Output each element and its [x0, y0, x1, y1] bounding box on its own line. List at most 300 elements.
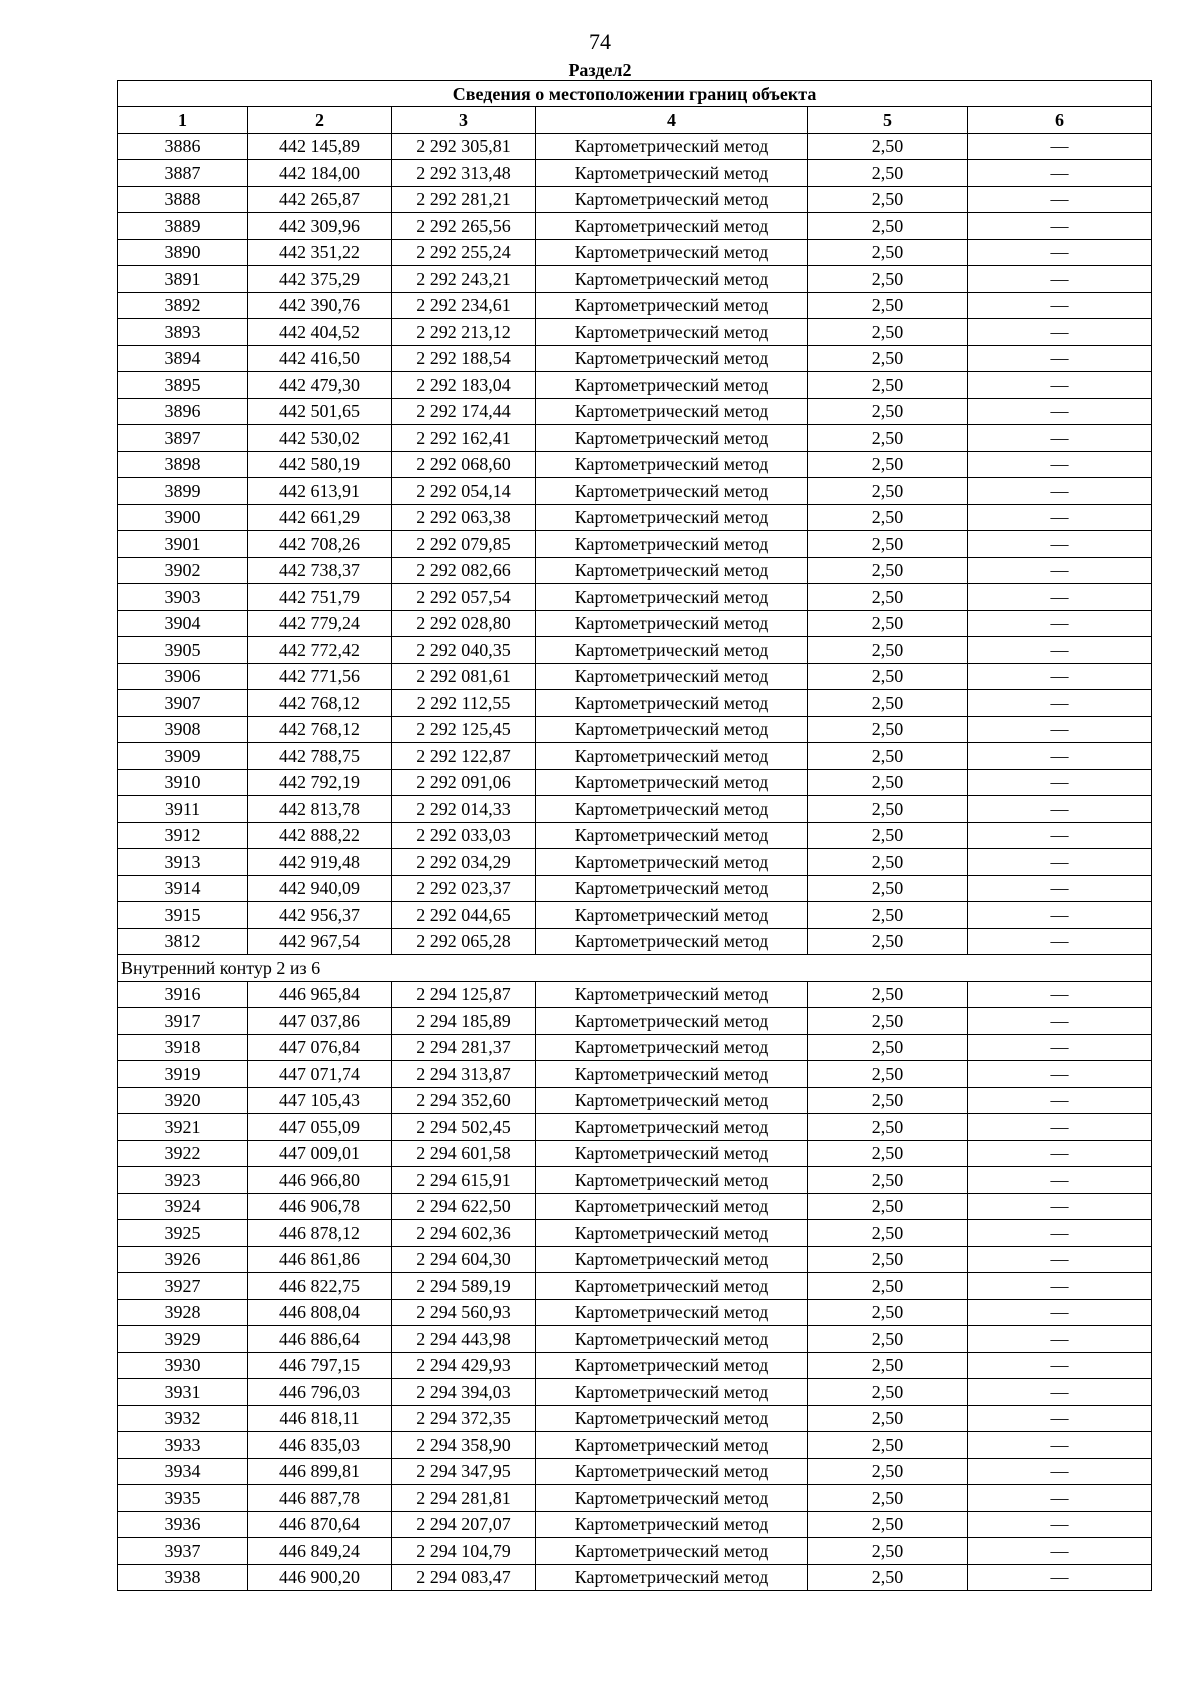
table-row [118, 822, 1152, 849]
table-row [118, 1432, 1152, 1459]
method-cell: Картометрический метод [536, 769, 808, 796]
note-cell: — [968, 637, 1152, 664]
point-number-cell: 3896 [118, 398, 248, 425]
accuracy-cell: 2,50 [808, 213, 968, 240]
accuracy-cell: 2,50 [808, 1405, 968, 1432]
accuracy-cell: 2,50 [808, 160, 968, 187]
point-number-cell: 3812 [118, 928, 248, 955]
y-coordinate-cell: 2 294 104,79 [392, 1538, 536, 1565]
method-cell: Картометрический метод [536, 1061, 808, 1088]
y-coordinate-cell: 2 292 040,35 [392, 637, 536, 664]
y-coordinate-cell: 2 294 443,98 [392, 1326, 536, 1353]
y-coordinate-cell: 2 292 082,66 [392, 557, 536, 584]
y-coordinate-cell: 2 292 079,85 [392, 531, 536, 558]
table-row [118, 531, 1152, 558]
method-cell: Картометрический метод [536, 1193, 808, 1220]
y-coordinate-cell: 2 294 281,37 [392, 1034, 536, 1061]
method-cell: Картометрический метод [536, 690, 808, 717]
accuracy-cell: 2,50 [808, 743, 968, 770]
table-row [118, 372, 1152, 399]
method-cell: Картометрический метод [536, 716, 808, 743]
y-coordinate-cell: 2 292 305,81 [392, 133, 536, 160]
x-coordinate-cell: 442 771,56 [248, 663, 392, 690]
accuracy-cell: 2,50 [808, 1167, 968, 1194]
table-row [118, 1114, 1152, 1141]
note-cell: — [968, 557, 1152, 584]
contour-label-row [118, 955, 1152, 982]
accuracy-cell: 2,50 [808, 716, 968, 743]
y-coordinate-cell: 2 294 560,93 [392, 1299, 536, 1326]
table-row [118, 160, 1152, 187]
method-cell: Картометрический метод [536, 1246, 808, 1273]
y-coordinate-cell: 2 292 122,87 [392, 743, 536, 770]
y-coordinate-cell: 2 294 602,36 [392, 1220, 536, 1247]
method-cell: Картометрический метод [536, 213, 808, 240]
point-number-cell: 3909 [118, 743, 248, 770]
y-coordinate-cell: 2 294 622,50 [392, 1193, 536, 1220]
accuracy-cell: 2,50 [808, 1061, 968, 1088]
x-coordinate-cell: 446 887,78 [248, 1485, 392, 1512]
note-cell: — [968, 663, 1152, 690]
x-coordinate-cell: 447 037,86 [248, 1008, 392, 1035]
x-coordinate-cell: 446 822,75 [248, 1273, 392, 1300]
x-coordinate-cell: 446 861,86 [248, 1246, 392, 1273]
table-row [118, 1167, 1152, 1194]
x-coordinate-cell: 442 145,89 [248, 133, 392, 160]
table-row [118, 1220, 1152, 1247]
method-cell: Картометрический метод [536, 928, 808, 955]
note-cell: — [968, 796, 1152, 823]
table-row [118, 981, 1152, 1008]
table-row [118, 637, 1152, 664]
note-cell: — [968, 478, 1152, 505]
accuracy-cell: 2,50 [808, 531, 968, 558]
accuracy-cell: 2,50 [808, 1538, 968, 1565]
x-coordinate-cell: 442 708,26 [248, 531, 392, 558]
method-cell: Картометрический метод [536, 1220, 808, 1247]
accuracy-cell: 2,50 [808, 1432, 968, 1459]
table-row [118, 1061, 1152, 1088]
y-coordinate-cell: 2 294 589,19 [392, 1273, 536, 1300]
point-number-cell: 3895 [118, 372, 248, 399]
y-coordinate-cell: 2 292 313,48 [392, 160, 536, 187]
point-number-cell: 3892 [118, 292, 248, 319]
x-coordinate-cell: 446 835,03 [248, 1432, 392, 1459]
point-number-cell: 3907 [118, 690, 248, 717]
method-cell: Картометрический метод [536, 478, 808, 505]
y-coordinate-cell: 2 294 615,91 [392, 1167, 536, 1194]
note-cell: — [968, 160, 1152, 187]
table-row [118, 690, 1152, 717]
accuracy-cell: 2,50 [808, 1564, 968, 1591]
note-cell: — [968, 186, 1152, 213]
note-cell: — [968, 345, 1152, 372]
x-coordinate-cell: 442 792,19 [248, 769, 392, 796]
method-cell: Картометрический метод [536, 531, 808, 558]
point-number-cell: 3919 [118, 1061, 248, 1088]
point-number-cell: 3897 [118, 425, 248, 452]
method-cell: Картометрический метод [536, 902, 808, 929]
x-coordinate-cell: 447 076,84 [248, 1034, 392, 1061]
method-cell: Картометрический метод [536, 345, 808, 372]
table-row [118, 425, 1152, 452]
accuracy-cell: 2,50 [808, 345, 968, 372]
accuracy-cell: 2,50 [808, 398, 968, 425]
x-coordinate-cell: 442 967,54 [248, 928, 392, 955]
point-number-cell: 3898 [118, 451, 248, 478]
point-number-cell: 3934 [118, 1458, 248, 1485]
note-cell: — [968, 716, 1152, 743]
accuracy-cell: 2,50 [808, 902, 968, 929]
table-row [118, 478, 1152, 505]
y-coordinate-cell: 2 292 188,54 [392, 345, 536, 372]
point-number-cell: 3910 [118, 769, 248, 796]
y-coordinate-cell: 2 294 358,90 [392, 1432, 536, 1459]
x-coordinate-cell: 446 906,78 [248, 1193, 392, 1220]
table-row [118, 1564, 1152, 1591]
table-row [118, 186, 1152, 213]
y-coordinate-cell: 2 292 028,80 [392, 610, 536, 637]
point-number-cell: 3914 [118, 875, 248, 902]
note-cell: — [968, 849, 1152, 876]
method-cell: Картометрический метод [536, 663, 808, 690]
point-number-cell: 3936 [118, 1511, 248, 1538]
point-number-cell: 3886 [118, 133, 248, 160]
accuracy-cell: 2,50 [808, 928, 968, 955]
table-row [118, 451, 1152, 478]
accuracy-cell: 2,50 [808, 1485, 968, 1512]
accuracy-cell: 2,50 [808, 557, 968, 584]
y-coordinate-cell: 2 294 601,58 [392, 1140, 536, 1167]
note-cell: — [968, 1299, 1152, 1326]
note-cell: — [968, 981, 1152, 1008]
note-cell: — [968, 1193, 1152, 1220]
accuracy-cell: 2,50 [808, 1114, 968, 1141]
accuracy-cell: 2,50 [808, 1087, 968, 1114]
point-number-cell: 3889 [118, 213, 248, 240]
method-cell: Картометрический метод [536, 1087, 808, 1114]
method-cell: Картометрический метод [536, 1008, 808, 1035]
x-coordinate-cell: 442 768,12 [248, 690, 392, 717]
table-row [118, 1458, 1152, 1485]
accuracy-cell: 2,50 [808, 451, 968, 478]
point-number-cell: 3932 [118, 1405, 248, 1432]
y-coordinate-cell: 2 292 162,41 [392, 425, 536, 452]
method-cell: Картометрический метод [536, 1299, 808, 1326]
table-row [118, 1246, 1152, 1273]
note-cell: — [968, 133, 1152, 160]
column-header: 5 [808, 107, 968, 134]
table-row [118, 557, 1152, 584]
note-cell: — [968, 902, 1152, 929]
y-coordinate-cell: 2 294 352,60 [392, 1087, 536, 1114]
y-coordinate-cell: 2 294 502,45 [392, 1114, 536, 1141]
note-cell: — [968, 292, 1152, 319]
accuracy-cell: 2,50 [808, 133, 968, 160]
accuracy-cell: 2,50 [808, 239, 968, 266]
point-number-cell: 3890 [118, 239, 248, 266]
table-row [118, 1034, 1152, 1061]
accuracy-cell: 2,50 [808, 663, 968, 690]
table-row [118, 875, 1152, 902]
point-number-cell: 3921 [118, 1114, 248, 1141]
y-coordinate-cell: 2 292 063,38 [392, 504, 536, 531]
method-cell: Картометрический метод [536, 1511, 808, 1538]
column-header: 4 [536, 107, 808, 134]
table-row [118, 663, 1152, 690]
x-coordinate-cell: 442 580,19 [248, 451, 392, 478]
point-number-cell: 3924 [118, 1193, 248, 1220]
method-cell: Картометрический метод [536, 292, 808, 319]
method-cell: Картометрический метод [536, 981, 808, 1008]
table-row [118, 716, 1152, 743]
note-cell: — [968, 1405, 1152, 1432]
table-row [118, 1379, 1152, 1406]
method-cell: Картометрический метод [536, 1564, 808, 1591]
y-coordinate-cell: 2 292 034,29 [392, 849, 536, 876]
x-coordinate-cell: 442 772,42 [248, 637, 392, 664]
y-coordinate-cell: 2 294 394,03 [392, 1379, 536, 1406]
section-title: Раздел2 [568, 60, 632, 80]
note-cell: — [968, 690, 1152, 717]
point-number-cell: 3926 [118, 1246, 248, 1273]
accuracy-cell: 2,50 [808, 292, 968, 319]
accuracy-cell: 2,50 [808, 478, 968, 505]
y-coordinate-cell: 2 292 068,60 [392, 451, 536, 478]
accuracy-cell: 2,50 [808, 425, 968, 452]
table-row [118, 1299, 1152, 1326]
accuracy-cell: 2,50 [808, 690, 968, 717]
note-cell: — [968, 531, 1152, 558]
y-coordinate-cell: 2 292 065,28 [392, 928, 536, 955]
accuracy-cell: 2,50 [808, 1379, 968, 1406]
note-cell: — [968, 1114, 1152, 1141]
column-header-row [118, 107, 1152, 134]
y-coordinate-cell: 2 292 213,12 [392, 319, 536, 346]
table-row [118, 769, 1152, 796]
x-coordinate-cell: 442 613,91 [248, 478, 392, 505]
accuracy-cell: 2,50 [808, 1511, 968, 1538]
note-cell: — [968, 610, 1152, 637]
note-cell: — [968, 319, 1152, 346]
x-coordinate-cell: 446 808,04 [248, 1299, 392, 1326]
y-coordinate-cell: 2 292 033,03 [392, 822, 536, 849]
method-cell: Картометрический метод [536, 1405, 808, 1432]
table-row [118, 1008, 1152, 1035]
note-cell: — [968, 1352, 1152, 1379]
x-coordinate-cell: 447 055,09 [248, 1114, 392, 1141]
accuracy-cell: 2,50 [808, 875, 968, 902]
note-cell: — [968, 266, 1152, 293]
method-cell: Картометрический метод [536, 1432, 808, 1459]
x-coordinate-cell: 446 870,64 [248, 1511, 392, 1538]
method-cell: Картометрический метод [536, 610, 808, 637]
table-row [118, 504, 1152, 531]
table-row [118, 1485, 1152, 1512]
table-row [118, 928, 1152, 955]
note-cell: — [968, 1326, 1152, 1353]
note-cell: — [968, 425, 1152, 452]
column-header: 6 [968, 107, 1152, 134]
y-coordinate-cell: 2 294 347,95 [392, 1458, 536, 1485]
table-row [118, 266, 1152, 293]
x-coordinate-cell: 446 966,80 [248, 1167, 392, 1194]
y-coordinate-cell: 2 292 234,61 [392, 292, 536, 319]
accuracy-cell: 2,50 [808, 1326, 968, 1353]
method-cell: Картометрический метод [536, 239, 808, 266]
y-coordinate-cell: 2 294 207,07 [392, 1511, 536, 1538]
point-number-cell: 3937 [118, 1538, 248, 1565]
table-row [118, 796, 1152, 823]
method-cell: Картометрический метод [536, 160, 808, 187]
y-coordinate-cell: 2 292 081,61 [392, 663, 536, 690]
accuracy-cell: 2,50 [808, 1140, 968, 1167]
method-cell: Картометрический метод [536, 1538, 808, 1565]
note-cell: — [968, 822, 1152, 849]
method-cell: Картометрический метод [536, 451, 808, 478]
table-row [118, 902, 1152, 929]
note-cell: — [968, 769, 1152, 796]
x-coordinate-cell: 446 886,64 [248, 1326, 392, 1353]
note-cell: — [968, 1008, 1152, 1035]
y-coordinate-cell: 2 292 023,37 [392, 875, 536, 902]
point-number-cell: 3930 [118, 1352, 248, 1379]
note-cell: — [968, 1432, 1152, 1459]
x-coordinate-cell: 446 797,15 [248, 1352, 392, 1379]
page-number: 74 [589, 29, 611, 54]
table-row [118, 1140, 1152, 1167]
point-number-cell: 3899 [118, 478, 248, 505]
x-coordinate-cell: 442 888,22 [248, 822, 392, 849]
method-cell: Картометрический метод [536, 849, 808, 876]
x-coordinate-cell: 442 375,29 [248, 266, 392, 293]
accuracy-cell: 2,50 [808, 1193, 968, 1220]
table-row [118, 584, 1152, 611]
x-coordinate-cell: 442 416,50 [248, 345, 392, 372]
x-coordinate-cell: 442 309,96 [248, 213, 392, 240]
x-coordinate-cell: 447 009,01 [248, 1140, 392, 1167]
point-number-cell: 3903 [118, 584, 248, 611]
y-coordinate-cell: 2 294 125,87 [392, 981, 536, 1008]
y-coordinate-cell: 2 292 174,44 [392, 398, 536, 425]
note-cell: — [968, 928, 1152, 955]
y-coordinate-cell: 2 292 091,06 [392, 769, 536, 796]
table-row [118, 610, 1152, 637]
x-coordinate-cell: 442 738,37 [248, 557, 392, 584]
x-coordinate-cell: 442 956,37 [248, 902, 392, 929]
note-cell: — [968, 1458, 1152, 1485]
y-coordinate-cell: 2 292 243,21 [392, 266, 536, 293]
accuracy-cell: 2,50 [808, 610, 968, 637]
point-number-cell: 3888 [118, 186, 248, 213]
x-coordinate-cell: 442 530,02 [248, 425, 392, 452]
x-coordinate-cell: 446 818,11 [248, 1405, 392, 1432]
note-cell: — [968, 451, 1152, 478]
point-number-cell: 3928 [118, 1299, 248, 1326]
table-row [118, 133, 1152, 160]
x-coordinate-cell: 447 105,43 [248, 1087, 392, 1114]
note-cell: — [968, 584, 1152, 611]
x-coordinate-cell: 446 849,24 [248, 1538, 392, 1565]
note-cell: — [968, 1511, 1152, 1538]
table-row [118, 345, 1152, 372]
accuracy-cell: 2,50 [808, 1008, 968, 1035]
accuracy-cell: 2,50 [808, 1246, 968, 1273]
point-number-cell: 3923 [118, 1167, 248, 1194]
point-number-cell: 3913 [118, 849, 248, 876]
point-number-cell: 3918 [118, 1034, 248, 1061]
note-cell: — [968, 1564, 1152, 1591]
point-number-cell: 3894 [118, 345, 248, 372]
y-coordinate-cell: 2 294 604,30 [392, 1246, 536, 1273]
method-cell: Картометрический метод [536, 504, 808, 531]
point-number-cell: 3887 [118, 160, 248, 187]
y-coordinate-cell: 2 294 313,87 [392, 1061, 536, 1088]
x-coordinate-cell: 442 184,00 [248, 160, 392, 187]
y-coordinate-cell: 2 292 014,33 [392, 796, 536, 823]
note-cell: — [968, 1538, 1152, 1565]
method-cell: Картометрический метод [536, 1034, 808, 1061]
table-row [118, 1193, 1152, 1220]
point-number-cell: 3915 [118, 902, 248, 929]
x-coordinate-cell: 442 919,48 [248, 849, 392, 876]
note-cell: — [968, 875, 1152, 902]
method-cell: Картометрический метод [536, 1326, 808, 1353]
method-cell: Картометрический метод [536, 1140, 808, 1167]
table-row [118, 213, 1152, 240]
point-number-cell: 3908 [118, 716, 248, 743]
method-cell: Картометрический метод [536, 186, 808, 213]
accuracy-cell: 2,50 [808, 1458, 968, 1485]
method-cell: Картометрический метод [536, 372, 808, 399]
point-number-cell: 3912 [118, 822, 248, 849]
point-number-cell: 3916 [118, 981, 248, 1008]
method-cell: Картометрический метод [536, 557, 808, 584]
point-number-cell: 3922 [118, 1140, 248, 1167]
method-cell: Картометрический метод [536, 1485, 808, 1512]
y-coordinate-cell: 2 294 083,47 [392, 1564, 536, 1591]
accuracy-cell: 2,50 [808, 504, 968, 531]
accuracy-cell: 2,50 [808, 1220, 968, 1247]
column-header: 2 [248, 107, 392, 134]
point-number-cell: 3906 [118, 663, 248, 690]
method-cell: Картометрический метод [536, 1458, 808, 1485]
note-cell: — [968, 1273, 1152, 1300]
x-coordinate-cell: 442 813,78 [248, 796, 392, 823]
note-cell: — [968, 1485, 1152, 1512]
x-coordinate-cell: 446 899,81 [248, 1458, 392, 1485]
accuracy-cell: 2,50 [808, 1273, 968, 1300]
point-number-cell: 3900 [118, 504, 248, 531]
x-coordinate-cell: 442 751,79 [248, 584, 392, 611]
accuracy-cell: 2,50 [808, 981, 968, 1008]
x-coordinate-cell: 442 788,75 [248, 743, 392, 770]
table-row [118, 1405, 1152, 1432]
y-coordinate-cell: 2 294 372,35 [392, 1405, 536, 1432]
accuracy-cell: 2,50 [808, 319, 968, 346]
column-header: 3 [392, 107, 536, 134]
x-coordinate-cell: 442 390,76 [248, 292, 392, 319]
method-cell: Картометрический метод [536, 743, 808, 770]
contour-label: Внутренний контур 2 из 6 [118, 955, 1152, 982]
x-coordinate-cell: 446 878,12 [248, 1220, 392, 1247]
y-coordinate-cell: 2 292 255,24 [392, 239, 536, 266]
table-body [118, 133, 1152, 1591]
table-row [118, 292, 1152, 319]
method-cell: Картометрический метод [536, 398, 808, 425]
y-coordinate-cell: 2 292 054,14 [392, 478, 536, 505]
point-number-cell: 3891 [118, 266, 248, 293]
